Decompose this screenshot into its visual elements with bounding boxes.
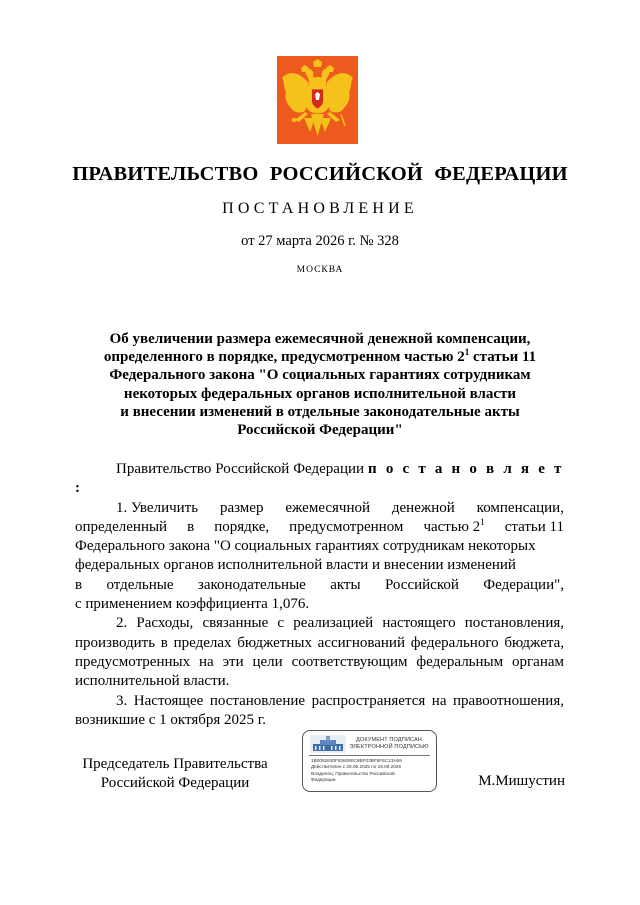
certificate-owner: Владелец: Правительство Российской — [311, 770, 395, 776]
paragraph-line: Федерального закона "О социальных гарантиях сотрудникам некоторых — [75, 538, 536, 555]
paragraph-line: определенный в порядке, предусмотренном частью $2^1$ статьи 11 — [75, 516, 564, 535]
electronic-signature-stamp — [302, 730, 437, 792]
stamp-divider — [309, 755, 430, 756]
title-line: Российской Федерации" — [237, 422, 403, 439]
paragraph-line: федеральных органов исполнительной власти и внесении изменений — [75, 557, 516, 574]
title-line: определенного в порядке, предусмотренном частью $2^1$ статьи 11 — [103, 347, 537, 366]
russian-coat-of-arms-emblem — [277, 56, 358, 144]
document-city: МОСКВА — [296, 265, 344, 275]
stamp-details — [311, 758, 436, 784]
title-line: Федерального закона "О социальных гарантиях сотрудникам — [109, 367, 531, 384]
signatory-name: М.Мишустин — [478, 773, 565, 789]
paragraph-1 — [75, 499, 564, 615]
document-date-number: от 27 марта 2026 г. № 328 — [241, 233, 399, 249]
government-building-icon — [310, 735, 346, 753]
signatory-position: Председатель Правительства Российской Федерации — [82, 756, 268, 791]
paragraph-2: 2. Расходы, связанные с реализацией настоящего постановления, производить в пределах бюджетных ассигнований федерального бюджета, предусмотренных на эти цели соответствующим федеральным органам исполнительной власти. — [75, 615, 564, 690]
paragraph-line: 1. Увеличить размер ежемесячной денежной компенсации, — [116, 499, 564, 516]
stamp-title: ДОКУМЕНТ ПОДПИСАН ЭЛЕКТРОННОЙ ПОДПИСЬЮ — [349, 737, 429, 750]
decree-intro: Правительство Российской Федерации п о с т а н о в л я е т : — [75, 461, 564, 497]
title-line: и внесении изменений в отдельные законодательные акты — [120, 403, 520, 420]
paragraph-3: 3. Настоящее постановление распространяется на правоотношения, возникшие с 1 октября 2025 г. — [75, 692, 564, 728]
document-title — [80, 330, 560, 439]
decree-word: п о с т а н о в л я е т : — [75, 461, 564, 497]
certificate-serial: 1B0052630F826080C9BF03BF6F6C13A69 — [311, 758, 402, 763]
title-line: Об увеличении размера ежемесячной денежной компенсации, — [109, 331, 531, 347]
certificate-owner-cont: Федерации — [311, 777, 336, 783]
government-title: ПРАВИТЕЛЬСТВО РОССИЙСКОЙ ФЕДЕРАЦИИ — [72, 163, 568, 185]
document-body — [75, 460, 564, 730]
title-line: некоторых федеральных органов исполнительной власти — [123, 385, 517, 402]
document-type: ПОСТАНОВЛЕНИЕ — [222, 200, 418, 217]
certificate-validity: Действителен с 26.06.2025 по 19.09.2026 — [311, 764, 402, 770]
paragraph-line: с применением коэффициента 1,076. — [75, 596, 310, 613]
superscript: 1 — [464, 347, 470, 358]
paragraph-line: в отдельные законодательные акты Российской Федерации", — [75, 576, 564, 593]
